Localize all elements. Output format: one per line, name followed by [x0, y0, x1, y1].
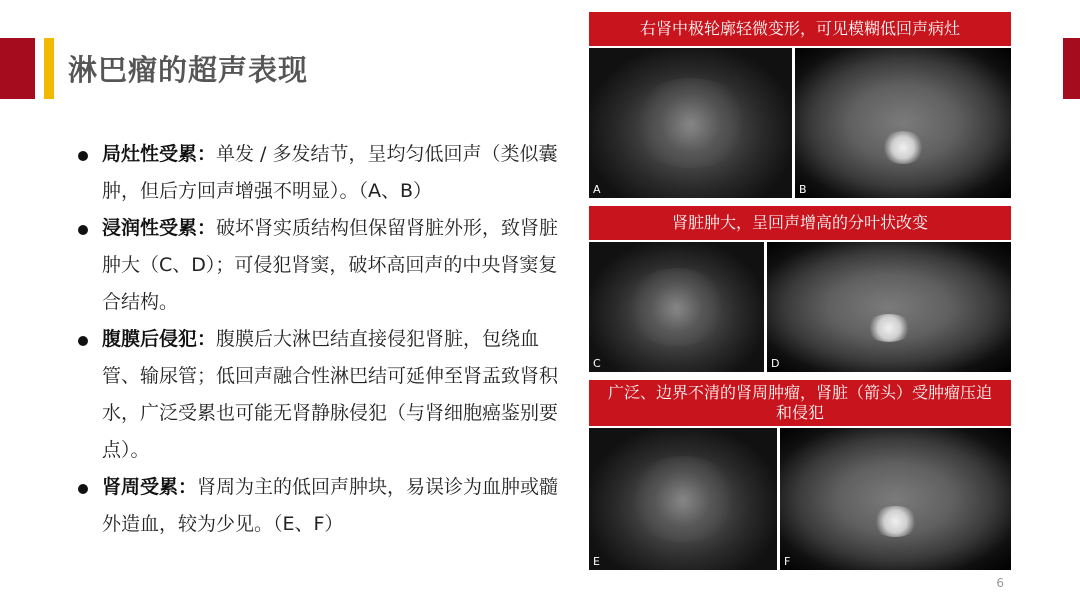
- slide-title: 淋巴瘤的超声表现: [68, 53, 309, 87]
- bullet-item: [78, 321, 568, 469]
- ultrasound-image-e: [589, 428, 777, 570]
- image-label: C: [593, 357, 601, 370]
- ct-image-f: [780, 428, 1011, 570]
- bullet-term: 腹膜后侵犯：: [102, 328, 217, 350]
- right-accent-bar: [1063, 38, 1080, 99]
- image-label: B: [799, 183, 807, 196]
- figure-caption: 右肾中极轮廓轻微变形，可见模糊低回声病灶: [589, 12, 1011, 46]
- bullet-dot-icon: [78, 484, 88, 494]
- bullet-item: [78, 136, 568, 210]
- ct-image-b: [795, 48, 1011, 198]
- ultrasound-image-c: [589, 242, 764, 372]
- bullet-description: 单发 / 多发结节，呈均匀低回声（类似囊肿，但后方回声增强不明显）。（A、B）: [102, 143, 558, 202]
- image-label: E: [593, 555, 600, 568]
- bullet-term: 浸润性受累：: [102, 217, 217, 239]
- bullet-dot-icon: [78, 151, 88, 161]
- image-label: D: [771, 357, 780, 370]
- title-marker-bar: [44, 38, 54, 99]
- bullet-item: [78, 469, 568, 543]
- bullet-list: [78, 136, 568, 543]
- figure-caption: 广泛、边界不清的肾周肿瘤，肾脏（箭头）受肿瘤压迫和侵犯: [589, 380, 1011, 426]
- left-accent-bar: [0, 38, 35, 99]
- bullet-item: [78, 210, 568, 321]
- ct-image-d: [767, 242, 1011, 372]
- bullet-description: 肾周为主的低回声肿块，易误诊为血肿或髓外造血，较为少见。（E、F）: [102, 476, 559, 535]
- figure-caption: 肾脏肿大，呈回声增高的分叶状改变: [589, 206, 1011, 240]
- image-label: F: [784, 555, 791, 568]
- ultrasound-image-a: [589, 48, 792, 198]
- bullet-term: 局灶性受累：: [102, 143, 217, 165]
- bullet-term: 肾周受累：: [102, 476, 198, 498]
- bullet-dot-icon: [78, 336, 88, 346]
- image-label: A: [593, 183, 601, 196]
- bullet-description: 破坏肾实质结构但保留肾脏外形，致肾脏肿大（C、D）；可侵犯肾窦，破坏高回声的中央肾窦复合结构。: [102, 217, 559, 313]
- bullet-description: 腹膜后大淋巴结直接侵犯肾脏，包绕血管、输尿管；低回声融合性淋巴结可延伸至肾盂致肾积水，广泛受累也可能无肾静脉侵犯（与肾细胞癌鉴别要点）。: [102, 328, 559, 461]
- bullet-dot-icon: [78, 225, 88, 235]
- page-number: 6: [996, 576, 1004, 590]
